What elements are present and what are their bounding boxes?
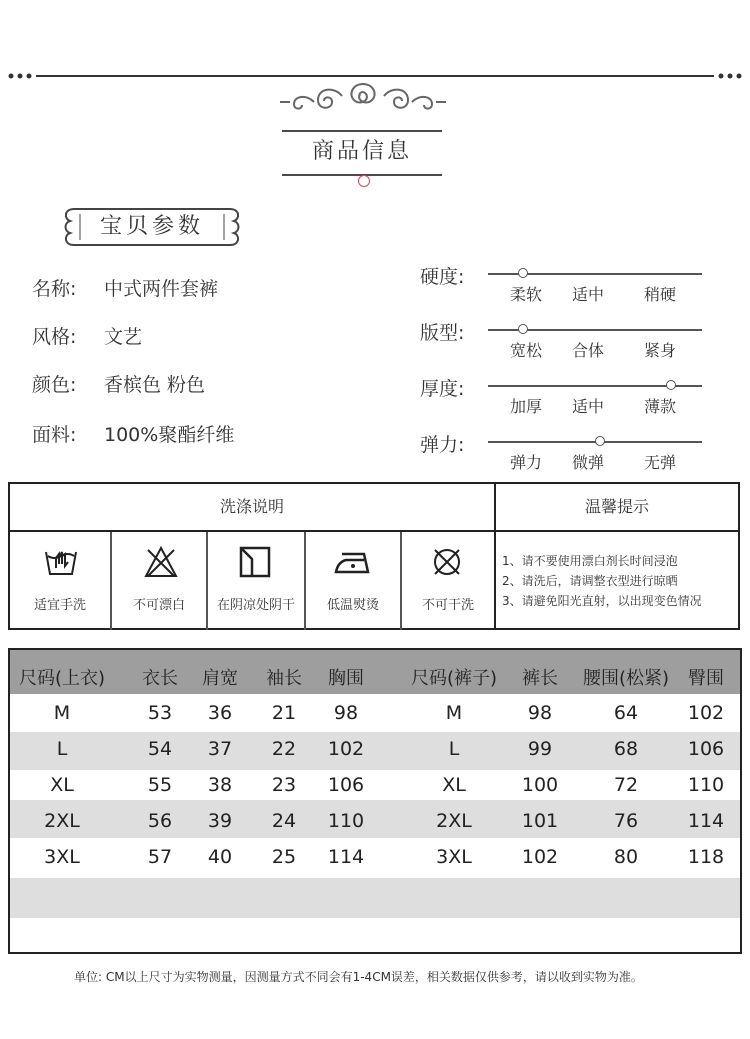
no-dry-clean-icon <box>430 546 464 578</box>
table-cell: 37 <box>207 738 233 760</box>
table-cell: 102 <box>521 846 559 868</box>
table-cell: M <box>53 702 71 724</box>
info-value: 中式两件套裤 <box>104 278 219 300</box>
scale-option: 柔软 <box>509 285 542 304</box>
dotted-divider <box>8 73 742 79</box>
scale-option: 加厚 <box>509 397 542 416</box>
swirl-ornament-icon <box>278 80 448 114</box>
table-cell: 118 <box>687 846 725 868</box>
table-cell: 98 <box>527 702 553 724</box>
scale-option: 宽松 <box>509 341 542 360</box>
divider <box>304 532 306 630</box>
scale-option: 薄款 <box>643 397 676 416</box>
table-cell: 2XL <box>436 810 472 832</box>
section-title: 宝贝参数 <box>99 214 204 239</box>
table-cell: 110 <box>327 810 365 832</box>
table-cell: 55 <box>147 774 173 796</box>
care-label: 适宜手洗 <box>33 598 86 613</box>
scale-option: 弹力 <box>509 453 542 472</box>
column-header: 肩宽 <box>202 668 238 689</box>
no-bleach-icon <box>144 546 178 578</box>
info-key: 风格: <box>32 326 77 348</box>
table-cell: 110 <box>687 774 725 796</box>
scale-label: 硬度: <box>420 266 465 288</box>
column-header: 裤长 <box>522 668 558 689</box>
table-cell: 21 <box>271 702 297 724</box>
divider <box>400 532 402 630</box>
table-cell: XL <box>442 774 466 796</box>
page-title: 商品信息 <box>282 130 442 176</box>
table-cell: 39 <box>207 810 233 832</box>
scale-option: 无弹 <box>643 453 676 472</box>
table-cell: 25 <box>271 846 297 868</box>
scale-marker <box>666 380 676 390</box>
care-instructions-panel <box>8 482 740 630</box>
table-cell: 64 <box>613 702 639 724</box>
table-cell: 38 <box>207 774 233 796</box>
table-cell: 2XL <box>44 810 80 832</box>
table-cell: 22 <box>271 738 297 760</box>
scale-marker <box>595 436 605 446</box>
table-cell: 53 <box>147 702 173 724</box>
hand-wash-icon <box>44 546 78 578</box>
info-key: 名称: <box>32 278 77 300</box>
care-label: 低温熨烫 <box>326 598 379 613</box>
divider <box>206 532 208 630</box>
table-cell: 114 <box>327 846 365 868</box>
info-row-fabric <box>32 420 234 447</box>
info-row-color <box>32 370 205 397</box>
table-cell: 40 <box>207 846 233 868</box>
info-row-name <box>32 274 218 301</box>
info-key: 面料: <box>32 424 77 446</box>
info-row-style <box>32 322 142 349</box>
table-cell: 102 <box>687 702 725 724</box>
table-cell: XL <box>50 774 74 796</box>
info-key: 颜色: <box>32 374 77 396</box>
care-label: 不可漂白 <box>132 598 185 613</box>
circle-ornament-icon <box>358 175 370 187</box>
row-band <box>10 878 740 918</box>
column-header: 胸围 <box>328 668 364 689</box>
table-cell: 106 <box>327 774 365 796</box>
table-cell: 24 <box>271 810 297 832</box>
scale-option: 紧身 <box>643 341 676 360</box>
table-cell: 23 <box>271 774 297 796</box>
table-cell: M <box>445 702 463 724</box>
care-label: 不可干洗 <box>421 598 474 613</box>
scale-label: 版型: <box>420 322 465 344</box>
divider <box>110 532 112 630</box>
tip-item: 3、请避免阳光直射，以出现变色情况 <box>502 594 702 608</box>
scale-option: 合体 <box>571 341 604 360</box>
table-cell: 76 <box>613 810 639 832</box>
table-cell: 57 <box>147 846 173 868</box>
table-cell: 102 <box>327 738 365 760</box>
care-title: 洗涤说明 <box>219 497 284 516</box>
column-header: 腰围(松紧) <box>582 668 670 689</box>
table-cell: 3XL <box>436 846 472 868</box>
table-cell: 68 <box>613 738 639 760</box>
table-cell: 3XL <box>44 846 80 868</box>
table-cell: 114 <box>687 810 725 832</box>
table-cell: 106 <box>687 738 725 760</box>
column-header: 尺码(上衣) <box>18 668 106 689</box>
divider <box>10 530 738 532</box>
column-header: 衣长 <box>142 668 178 689</box>
table-cell: 99 <box>527 738 553 760</box>
section-label <box>60 205 244 249</box>
size-table <box>8 648 742 954</box>
tip-item: 2、请洗后，请调整衣型进行晾晒 <box>502 574 678 588</box>
tip-item: 1、请不要使用漂白剂长时间浸泡 <box>502 554 678 568</box>
scale-label: 弹力: <box>420 434 465 456</box>
footnote: 单位: CM以上尺寸为实物测量，因测量方式不同会有1-4CM误差，相关数据仅供参考，请以收到实物为准。 <box>74 970 643 984</box>
scale-marker <box>518 324 528 334</box>
table-cell: 100 <box>521 774 559 796</box>
table-cell: 98 <box>333 702 359 724</box>
low-iron-icon <box>334 546 372 578</box>
scale-option: 稍硬 <box>643 285 676 304</box>
table-cell: 101 <box>521 810 559 832</box>
table-cell: L <box>56 738 68 760</box>
table-cell: L <box>448 738 460 760</box>
column-header: 尺码(裤子) <box>410 668 498 689</box>
column-header: 袖长 <box>266 668 302 689</box>
shade-dry-icon <box>238 546 272 578</box>
table-cell: 54 <box>147 738 173 760</box>
table-cell: 56 <box>147 810 173 832</box>
table-cell: 80 <box>613 846 639 868</box>
scale-option: 适中 <box>571 285 604 304</box>
care-label: 在阴凉处阴干 <box>216 598 295 613</box>
scale-option: 微弹 <box>571 453 604 472</box>
info-value: 文艺 <box>104 326 143 348</box>
info-value: 香槟色 粉色 <box>104 374 206 396</box>
table-cell: 36 <box>207 702 233 724</box>
scale-marker <box>518 268 528 278</box>
column-header: 臀围 <box>688 668 724 689</box>
scale-label: 厚度: <box>420 378 465 400</box>
scale-option: 适中 <box>571 397 604 416</box>
table-cell: 72 <box>613 774 639 796</box>
info-value: 100%聚酯纤维 <box>104 424 235 446</box>
tips-title: 温馨提示 <box>584 497 649 516</box>
